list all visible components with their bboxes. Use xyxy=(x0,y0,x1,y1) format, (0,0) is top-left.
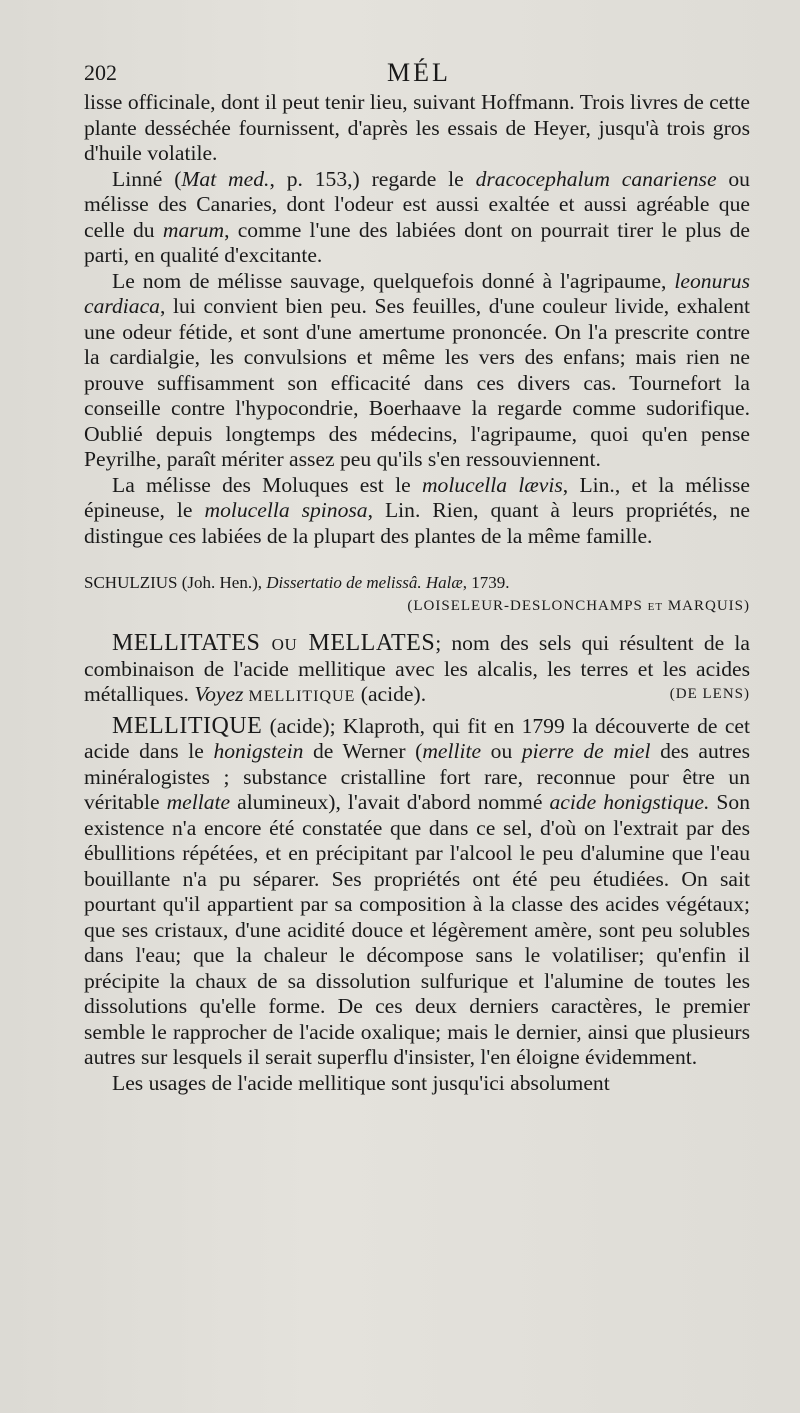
bibliography-entry: SCHULZIUS (Joh. Hen.), Dissertatio de melissâ. Halæ, 1739. xyxy=(84,573,510,592)
headword: MELLITIQUE xyxy=(112,712,263,739)
author-attribution: (LOISELEUR-DESLONCHAMPS et MARQUIS) xyxy=(407,598,750,614)
paragraph: Le nom de mélisse sauvage, quelquefois donné à l'agripaume, leonurus cardiaca, lui convient bien peu. Ses feuilles, d'une couleur livide, exhalent une odeur fétide, et sont d'une amertume prononcée. On l'a prescrite contre la cardialgie, les convulsions et même les vers des enfans; mais rien ne prouve suffisamment son efficacité dans ces divers cas. Tournefort la conseille contre l'hypocondrie, Boerhaave la regarde comme sudorifique. Oublié depuis longtemps des médecins, l'agripaume, quoi qu'en pense Peyrilhe, paraît mériter assez peu qu'ils s'en ressouviennent. xyxy=(84,268,750,471)
running-head: MÉL xyxy=(387,58,451,87)
author-attribution: (DE LENS) xyxy=(669,686,750,702)
paragraph: La mélisse des Moluques est le molucella lævis, Lin., et la mélisse épineuse, le molucella spinosa, Lin. Rien, quant à leurs propriétés, ne distingue ces labiées de la plupart des plantes de la même famille. xyxy=(84,472,750,548)
paragraph: Les usages de l'acide mellitique sont jusqu'ici absolument xyxy=(112,1070,610,1095)
entry-mellitates: MELLITATES ou MELLATES; nom des sels qui résultent de la combinaison de l'acide mellitique avec les alcalis, les terres et les acides métalliques. Voyez MELLITIQUE (acide). (DE LENS) xyxy=(84,630,750,706)
paragraph: Linné (Mat med., p. 153,) regarde le dracocephalum canariense ou mélisse des Canaries, dont l'odeur est aussi exaltée et aussi agréable que celle du marum, comme l'une des labiées dont on pourrait tirer le plus de parti, en qualité d'excitante. xyxy=(84,166,750,267)
body-text xyxy=(84,90,750,1096)
headword: MELLITATES ou MELLATES xyxy=(112,630,436,656)
entry-mellitique: MELLITIQUE (acide); Klaproth, qui fit en 1799 la découverte de cet acide dans le honigstein de Werner (mellite ou pierre de miel des autres minéralogistes ; substance cristalline fort rare, reconnue pour être un véritable mellate alumineux), l'avait d'abord nommé acide honigstique. Son existence n'a encore été constatée que dans ce sel, d'où on l'extrait par des ébullitions répétées, et en précipitant par l'alcool le peu d'alumine que l'eau bouillante n'a pu séparer. Ses propriétés ont été peu étudiées. On sait pourtant qu'il appartient par sa composition à la classe des acides végétaux; que ses cristaux, d'une acidité douce et légèrement amère, sont peu solubles dans l'eau; que la chaleur le décompose sans le volatiliser; qu'enfin il précipite la chaux de sa dissolution sulfurique et l'alumine de toutes les dissolutions qu'elle forme. De ces deux derniers caractères, le premier semble le rapprocher de l'acide oxalique; mais le dernier, ainsi que plusieurs autres sur lesquels il serait superflu d'insister, l'en éloigne évidemment. xyxy=(84,712,751,1069)
page-number: 202 xyxy=(84,60,117,85)
page-header xyxy=(84,58,754,92)
paragraph: lisse officinale, dont il peut tenir lieu, suivant Hoffmann. Trois livres de cette plante desséchée fournissent, d'après les essais de Heyer, jusqu'à trois gros d'huile volatile. xyxy=(84,90,750,165)
